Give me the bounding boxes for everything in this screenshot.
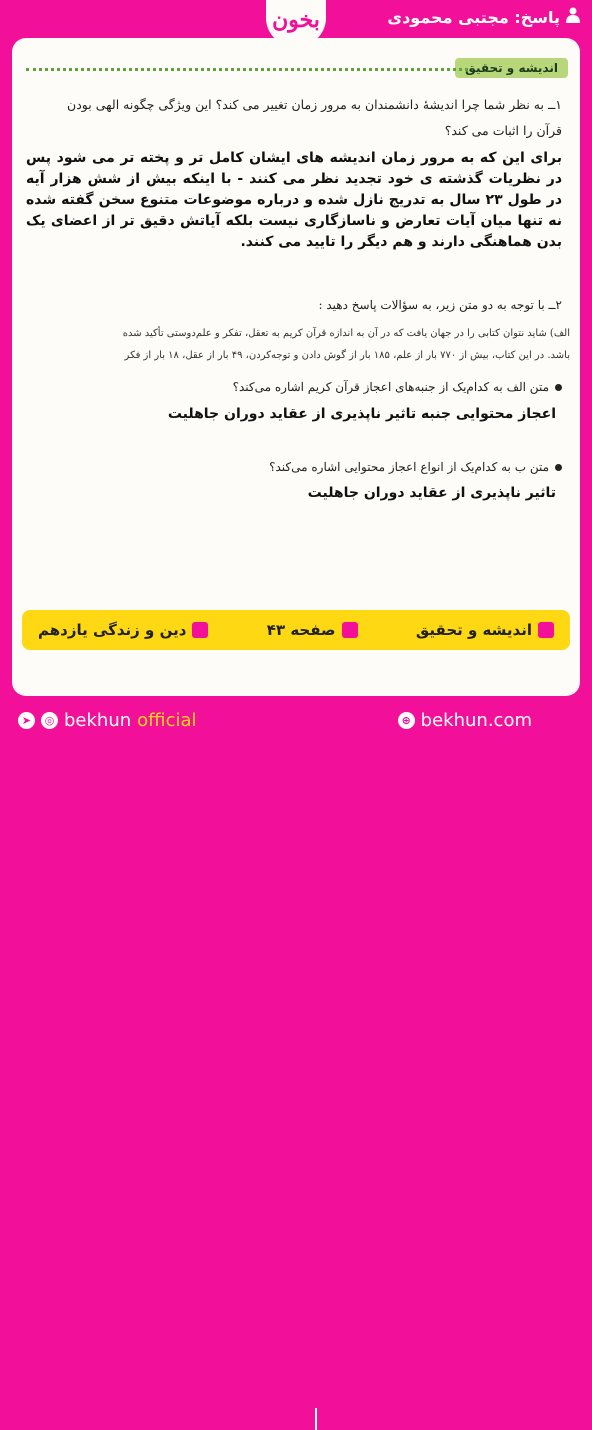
bar-page: صفحه ۴۳: [267, 621, 358, 639]
instagram-icon: ◎: [41, 712, 58, 729]
book-icon: [342, 622, 358, 638]
sub-question-1: متن الف به کدام‌یک از جنبه‌های اعجاز قرآن کریم اشاره می‌کند؟: [233, 380, 562, 394]
section-tag: اندیشه و تحقیق: [455, 58, 568, 78]
content-card: [12, 38, 580, 696]
bar-section: اندیشه و تحقیق: [416, 621, 554, 639]
footer-divider: [315, 1408, 317, 1430]
author-label: پاسخ: مجتبی محمودی: [387, 7, 580, 27]
question-2-title: ۲ــ با توجه به دو متن زیر، به سؤالات پاسخ دهید :: [318, 298, 562, 312]
sub-answer-2: تاثیر ناپذیری از عقاید دوران جاهلیت: [307, 485, 556, 501]
globe-icon: ⊕: [398, 712, 415, 729]
passage: الف) شاید نتوان کتابی را در جهان یافت که در آن به اندازه قرآن کریم به تعقل، تفکر و علم‌دوستی تأکید شده باشد. در این کتاب، بیش از ۷۷۰ بار از علم، ۱۸۵ بار از گوش دادن و توجه‌کردن، ۴۹ بار از عقل، ۱۸ بار از فکر: [122, 328, 570, 361]
social-handle[interactable]: ➤ ◎ bekhun official: [18, 710, 197, 731]
logo: بخون: [266, 0, 326, 46]
sub-question-2: متن ب به کدام‌یک از انواع اعجاز محتوایی اشاره می‌کند؟: [269, 460, 562, 474]
telegram-icon: ➤: [18, 712, 35, 729]
user-icon: [566, 7, 580, 27]
bottom-info-bar: [22, 610, 570, 650]
answer-1: برای این که به مرور زمان اندیشه های ایشان کامل تر و پخته تر می شود پس در نظریات گذشته ی خود تجدید نظر می کنند - با اینکه بیش از شش هزار آیه در طول ۲۳ سال به تدریج نازل شده و درباره موضوعات متنوع سخن گفته شده نه تنها میان آیات تعارض و ناسازگاری نیست بلکه آیاتش دقیق تر از اعضای یک بدن هماهنگی دارند و هم دیگر را تایید می کنند.: [26, 150, 563, 250]
bullet-icon: [555, 384, 562, 391]
user-icon: [538, 622, 554, 638]
website-link[interactable]: ⊕ bekhun.com: [398, 710, 532, 731]
bar-course: دین و زندگی یازدهم: [38, 621, 208, 639]
dotted-divider: [26, 68, 468, 71]
graduation-cap-icon: [192, 622, 208, 638]
question-1: ۱ــ به نظر شما چرا اندیشهٔ دانشمندان به مرور زمان تغییر می کند؟ این ویژگی چگونه الهی بودن قرآن را اثبات می کند؟: [67, 97, 562, 138]
page-footer: [0, 700, 592, 740]
bullet-icon: [555, 464, 562, 471]
sub-answer-1: اعجاز محتوایی جنبه تاثیر ناپذیری از عقاید دوران جاهلیت: [167, 406, 556, 422]
